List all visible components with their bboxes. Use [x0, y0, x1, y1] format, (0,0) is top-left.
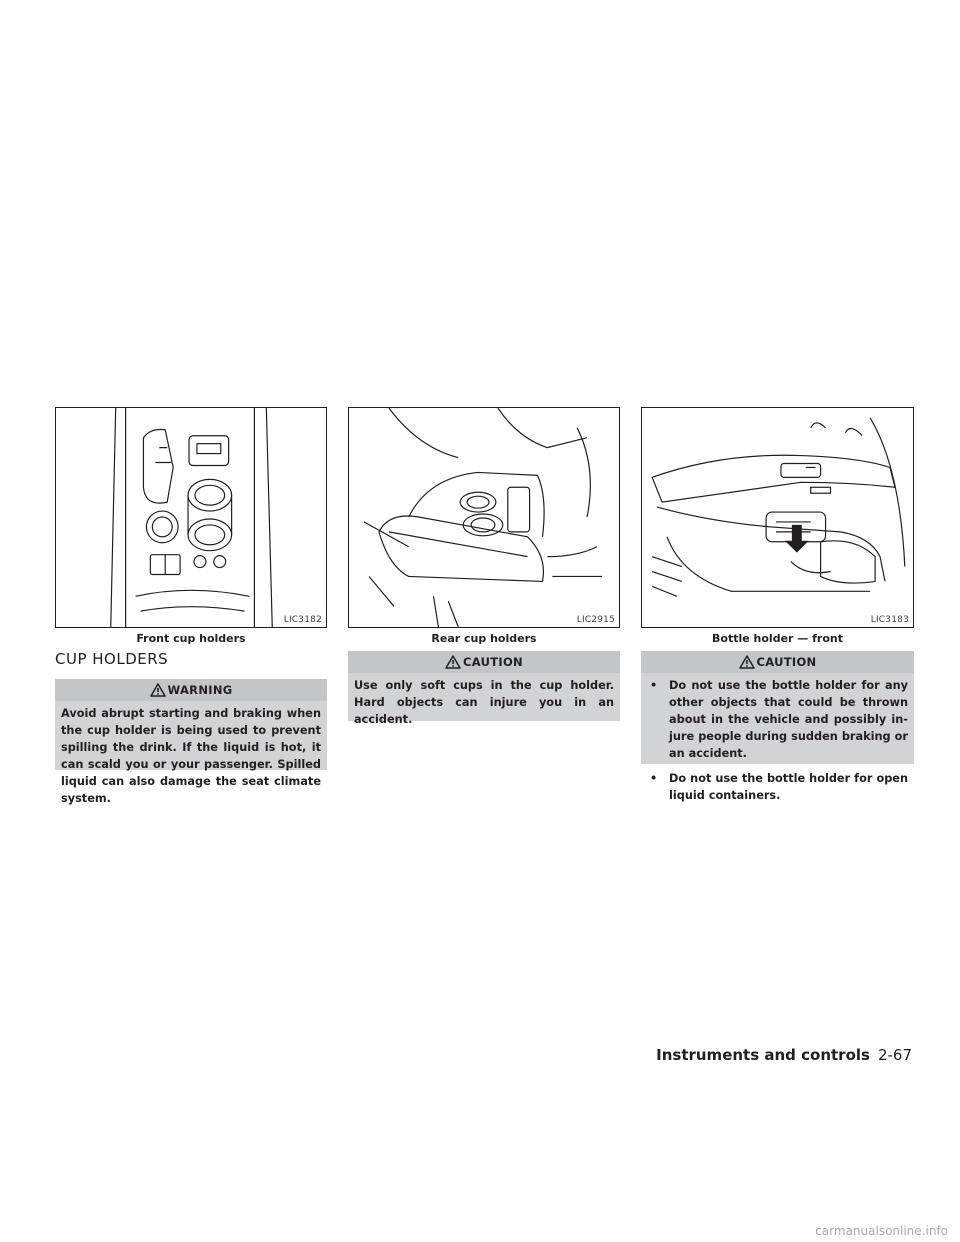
figure-code: LIC3183	[870, 615, 909, 625]
figure-caption: Bottle holder — front	[712, 632, 843, 645]
page-number: 2-67	[877, 1046, 912, 1064]
warning-title: WARNING	[167, 682, 233, 697]
watermark: carmanualsonline.info	[815, 1224, 948, 1238]
bullet: •	[650, 679, 658, 692]
figure-code: LIC3182	[283, 615, 322, 625]
caution-list	[647, 677, 908, 804]
figure-caption: Rear cup holders	[431, 632, 537, 645]
warning-text: Avoid abrupt starting and braking when the cup holder is being used to prevent spilling the drink. If the liquid is hot, it can scald you or your passenger. Spilled liquid can also damage the seat climate system.	[61, 707, 321, 805]
warning-triangle-icon	[445, 655, 461, 669]
figure-code: LIC2915	[576, 615, 615, 625]
warning-box	[55, 679, 327, 805]
chapter-title: Instruments and controls	[656, 1046, 870, 1064]
figure-rear-cup-holders	[348, 407, 620, 628]
caution-header	[348, 651, 620, 673]
caution-list-body	[641, 673, 914, 820]
warning-triangle-icon	[739, 655, 755, 669]
caution-box-rear	[348, 651, 620, 726]
bottle-holder-illustration	[642, 408, 913, 627]
warning-header	[55, 679, 327, 701]
figure-front-cup-holders	[55, 407, 327, 628]
rear-cup-holders-illustration	[349, 408, 619, 627]
caution-title: CAUTION	[756, 654, 817, 669]
section-title: CUP HOLDERS	[55, 650, 169, 668]
figure-caption: Front cup holders	[136, 632, 246, 645]
list-item	[647, 770, 908, 804]
caution-title: CAUTION	[463, 654, 523, 669]
front-cup-holders-illustration	[56, 408, 326, 627]
caution-header	[641, 651, 914, 673]
list-item	[647, 677, 908, 762]
bullet: •	[650, 772, 658, 785]
list-item-text: Do not use the bottle holder for open liquid containers.	[669, 772, 908, 802]
warning-triangle-icon	[150, 683, 166, 697]
caution-box-bottle	[641, 651, 914, 802]
list-item-text: Do not use the bottle holder for any other objects that could be thrown about in the vehicle and possibly in- jure people during sudden braking or an accident.	[669, 679, 908, 760]
caution-text: Use only soft cups in the cup holder. Hard objects can injure you in an accident.	[354, 679, 614, 726]
page-footer	[656, 1046, 912, 1064]
figure-bottle-holder-front	[641, 407, 914, 628]
